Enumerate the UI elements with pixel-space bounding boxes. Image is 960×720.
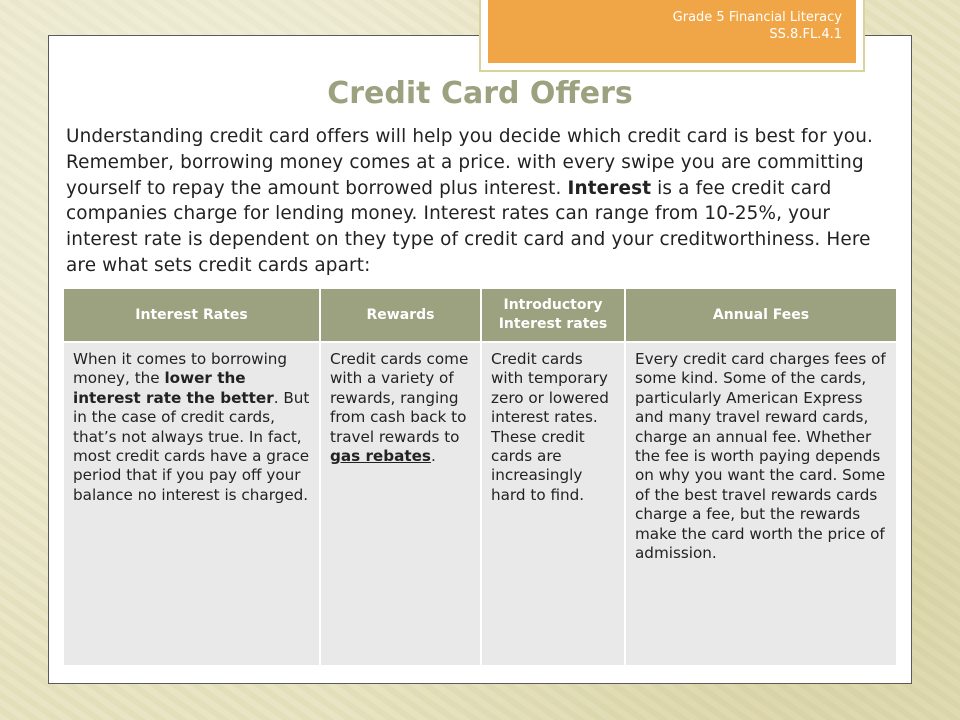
header-rewards: Rewards [320, 289, 481, 342]
gas-rebates-link[interactable]: gas rebates [330, 447, 431, 466]
table-row [64, 342, 896, 665]
cell-introductory-rates: Credit cards with temporary zero or lowered interest rates. These credit cards are increasingly hard to find. [481, 342, 625, 665]
interest-text-1: When it comes to borrowing money, the [73, 350, 288, 388]
intro-text-2: is a fee credit card companies charge for lending money. Interest rates can range from 10-25%, your interest rate is dependent on they type of credit card and your creditworthiness. Here are what sets credit cards apart: [66, 177, 871, 276]
cell-annual-fees: Every credit card charges fees of some kind. Some of the cards, particularly American Express and many travel reward cards, charge an annual fee. Whether the fee is worth paying depends on why you want the card. Some of the best travel rewards cards charge a fee, but the rewards make the card worth the price of admission. [625, 342, 896, 665]
rewards-text-2: . [430, 447, 436, 466]
cell-rewards [320, 342, 481, 665]
intro-interest-term: Interest [567, 177, 652, 199]
interest-text-2: . But in the case of credit cards, that’s not always true. In fact, most credit cards have a grace period that if you pay off your balance no interest is charged. [73, 388, 310, 504]
interest-bold-phrase: lower the interest rate the better [73, 369, 274, 407]
rewards-text-1: Credit cards come with a variety of rewards, ranging from cash back to travel rewards to [330, 350, 469, 446]
intro-paragraph [66, 124, 896, 279]
table-header-row [64, 289, 896, 342]
header-interest-rates: Interest Rates [64, 289, 320, 342]
badge-standard-code: SS.8.FL.4.1 [769, 27, 842, 42]
credit-card-offers-table [64, 289, 896, 665]
header-annual-fees: Annual Fees [625, 289, 896, 342]
page-title: Credit Card Offers [327, 76, 633, 111]
intro-text-1: Understanding credit card offers will help you decide which credit card is best for you. Remember, borrowing money comes at a price. with every swipe you are committing yourself to repay the amount borrowed plus interest. [66, 126, 874, 199]
standard-badge [488, 0, 856, 63]
cell-interest-rates [64, 342, 320, 665]
header-introductory-rates: Introductory Interest rates [481, 289, 625, 342]
badge-grade: Grade 5 Financial Literacy [672, 10, 842, 25]
